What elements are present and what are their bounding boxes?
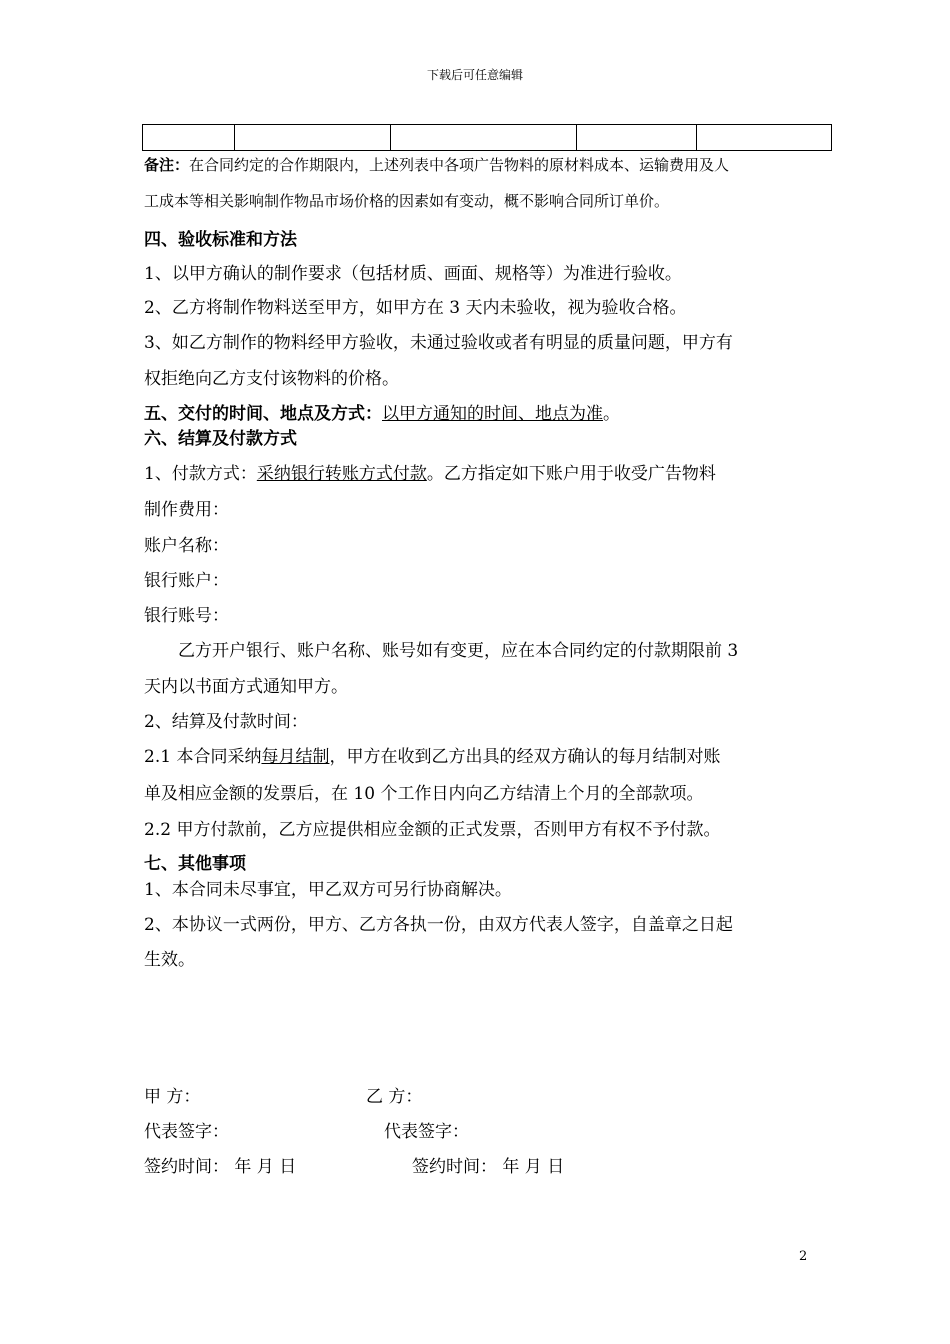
material-table-row [142, 124, 832, 151]
clause-2-1 [144, 742, 720, 767]
clause-2-2: 2.2 甲方付款前，乙方应提供相应金额的正式发票，否则甲方有权不予付款。 [144, 820, 721, 840]
section-4-item-1: 1、以甲方确认的制作要求（包括材质、画面、规格等）为准进行验收。 [144, 264, 682, 284]
payment-method-suffix: 。乙方指定如下账户用于收受广告物料 [426, 464, 716, 484]
clause-2-1-cont: 单及相应金额的发票后，在 10 个工作日内向乙方结清上个月的全部款项。 [144, 784, 704, 804]
section-7-item-1: 1、本合同未尽事宜，甲乙双方可另行协商解决。 [144, 880, 512, 900]
bank-account-field: 银行账户： [144, 571, 229, 591]
table-cell [577, 125, 697, 151]
payment-method-label: 1、付款方式： [144, 464, 257, 484]
section-4-item-3-cont: 权拒绝向乙方支付该物料的价格。 [144, 369, 399, 389]
account-name-field: 账户名称： [144, 536, 229, 556]
section-6-title: 六、结算及付款方式 [144, 429, 297, 449]
party-b-representative: 代表签字： [384, 1122, 469, 1142]
account-change-notice-cont: 天内以书面方式通知甲方。 [144, 677, 348, 697]
party-a-representative: 代表签字： [144, 1122, 229, 1142]
payment-method-line-2: 制作费用： [144, 500, 229, 520]
table-cell [697, 125, 832, 151]
note-label: 备注： [144, 156, 190, 174]
section-5-end: 。 [603, 404, 620, 424]
table-cell [391, 125, 577, 151]
clause-2-1-suffix: ，甲方在收到乙方出具的经双方确认的每月结制对账 [329, 747, 721, 767]
section-4-item-2: 2、乙方将制作物料送至甲方，如甲方在 3 天内未验收，视为验收合格。 [144, 298, 687, 318]
section-7-title: 七、其他事项 [144, 854, 246, 874]
party-b-sign-date: 签约时间： 年 月 日 [412, 1157, 565, 1177]
settlement-cycle: 每月结制 [261, 747, 330, 767]
payment-method-value: 采纳银行转账方式付款 [256, 464, 427, 484]
page-header: 下载后可任意编辑 [426, 68, 523, 82]
table-cell [143, 125, 235, 151]
delivery-terms: 以甲方通知的时间、地点为准 [382, 404, 603, 424]
note-text-1: 在合同约定的合作期限内，上述列表中各项广告物料的原材料成本、运输费用及人 [189, 156, 730, 174]
table-cell [235, 125, 391, 151]
section-5-line [144, 399, 620, 424]
party-a-sign-date: 签约时间： 年 月 日 [144, 1157, 297, 1177]
section-4-title: 四、验收标准和方法 [144, 230, 297, 250]
section-7-item-2: 2、本协议一式两份，甲方、乙方各执一份，由双方代表人签字，自盖章之日起 [144, 915, 733, 935]
clause-2-1-prefix: 2.1 本合同采纳 [144, 747, 262, 767]
note-line-2: 工成本等相关影响制作物品市场价格的因素如有变动，概不影响合同所订单价。 [144, 192, 670, 210]
party-b-label: 乙 方： [366, 1087, 423, 1107]
section-5-title: 五、交付的时间、地点及方式： [144, 404, 382, 424]
payment-method-line [144, 459, 716, 484]
section-4-item-3: 3、如乙方制作的物料经甲方验收，未通过验收或者有明显的质量问题，甲方有 [144, 333, 733, 353]
party-a-label: 甲 方： [144, 1087, 201, 1107]
section-7-item-2-cont: 生效。 [144, 950, 195, 970]
note-line-1 [144, 154, 729, 175]
account-number-field: 银行账号： [144, 606, 229, 626]
table-row [143, 125, 832, 151]
settlement-time-title: 2、结算及付款时间： [144, 712, 308, 732]
account-change-notice: 乙方开户银行、账户名称、账号如有变更，应在本合同约定的付款期限前 3 [178, 641, 739, 661]
page-number: 2 [799, 1249, 808, 1264]
